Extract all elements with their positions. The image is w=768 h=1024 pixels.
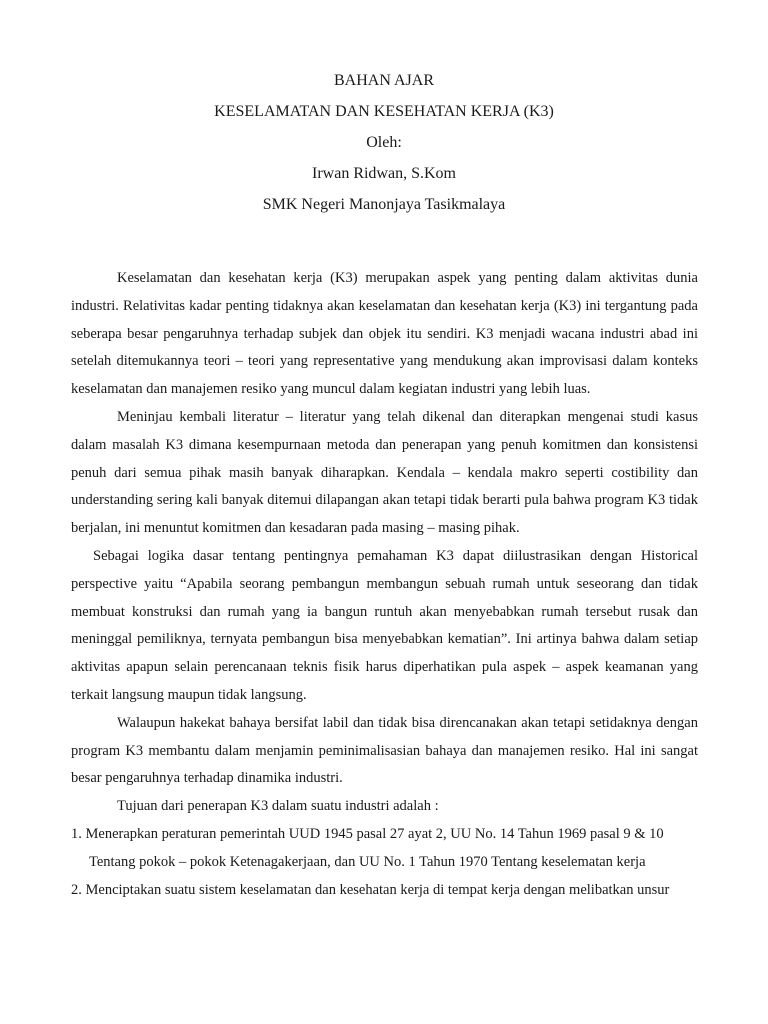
list-item-line: Tentang pokok – pokok Ketenagakerjaan, dan UU No. 1 Tahun 1970 Tentang keselematan kerja [89,853,646,870]
author-label: Oleh: [366,134,402,151]
paragraph: Meninjau kembali literatur – literatur yang telah dikenal dan diterapkan mengenai studi kasus dalam masalah K3 dimana kesempurnaan metoda dan penerapan yang penuh komitmen dan konsistensi penuh dari semua pihak masih banyak diharapkan. Kendala – kendala makro seperti costibility dan understanding sering kali banyak ditemui dilapangan akan tetapi tidak berarti pula bahwa program K3 tidak berjalan, ini menuntut komitmen dan kesadaran pada masing – masing pihak. [71,408,698,537]
list-item-line: 2. Menciptakan suatu sistem keselamatan dan kesehatan kerja di tempat kerja dengan melibatkan unsur [71,881,670,898]
list-item [71,877,698,905]
paragraph: Keselamatan dan kesehatan kerja (K3) merupakan aspek yang penting dalam aktivitas dunia industri. Relativitas kadar penting tidaknya akan keselamatan dan kesehatan kerja (K3) ini tergantung pada seberapa besar pengaruhnya terhadap subjek dan objek itu sendiri. K3 menjadi wacana industri abad ini setelah ditemukannya teori – teori yang representative yang mendukung akan improvisasi dalam konteks keselamatan dan manajemen resiko yang muncul dalam kegiatan industri yang lebih luas. [71,270,698,398]
document-header [0,72,768,227]
document-title: KESELAMATAN DAN KESEHATAN KERJA (K3) [214,103,554,120]
document-type: BAHAN AJAR [333,72,434,89]
list-item [71,821,698,877]
paragraph: Tujuan dari penerapan K3 dalam suatu industri adalah : [117,798,439,815]
paragraph: Sebagai logika dasar tentang pentingnya pemahaman K3 dapat diilustrasikan dengan Historical perspective yaitu “Apabila seorang pembangun membangun sebuah rumah untuk seseorang dan tidak membuat konstruksi dan rumah yang ia bangun runtuh akan menyebabkan rumah tersebut rusak dan meninggal pemiliknya, ternyata pembangun bisa menyebabkan kematian”. Ini artinya bahwa dalam setiap aktivitas apapun selain perencanaan teknis fisik harus diperhatikan pula aspek – aspek keamanan yang terkait langsung maupun tidak langsung. [71,547,698,703]
document-body [71,265,698,904]
list-item-line: 1. Menerapkan peraturan pemerintah UUD 1945 pasal 27 ayat 2, UU No. 14 Tahun 1969 pasal 9 & 10 [71,825,664,842]
paragraph: Walaupun hakekat bahaya bersifat labil dan tidak bisa direncanakan akan tetapi setidaknya dengan program K3 membantu dalam menjamin peminimalisasian bahaya dan manajemen resiko. Hal ini sangat besar pengaruhnya terhadap dinamika industri. [71,714,698,787]
author-institution: SMK Negeri Manonjaya Tasikmalaya [262,196,506,213]
author-name: Irwan Ridwan, S.Kom [312,165,456,182]
